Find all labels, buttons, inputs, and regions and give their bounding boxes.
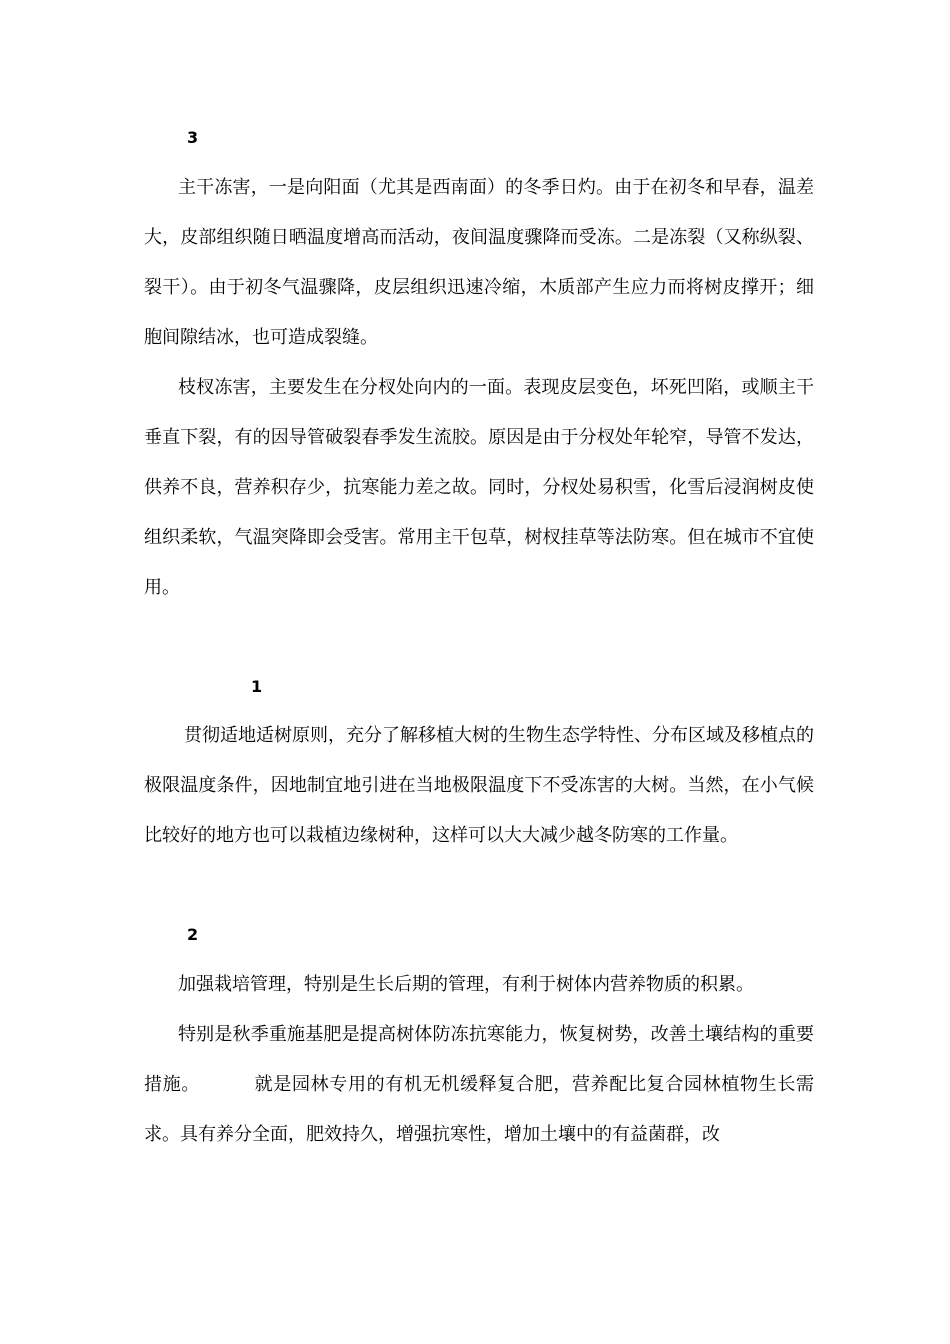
paragraph-cultivation-management: 加强栽培管理，特别是生长后期的管理，有利于树体内营养物质的积累。 [178,974,754,995]
paragraph-suitable-species: 贯彻适地适树原则，充分了解移植大树的生物生态学特性、分布区域及移植点的极限温度条件，因地制宜地引进在当地极限温度下不受冻害的大树。当然，在小气候比较好的地方也可以栽植边缘树种，这样可以大大减少越冬防寒的工作量。 [144,725,814,846]
section-number: 2 [187,925,199,944]
paragraph-base-fertilizer [144,1010,814,1160]
fertilizer-description-text: 就是园林专用的有机无机缓释复合肥，营养配比复合园林植物生长需求。具有养分全面，肥效持久，增强抗寒性，增加土壤中的有益菌群，改 [144,1074,814,1145]
base-fertilizer-text: 特别是秋季重施基肥是提高树体防冻抗寒能力，恢复树势，改善土壤结构的重要措施。 [144,1024,814,1095]
paragraph-trunk-frost-damage: 主干冻害，一是向阳面（尤其是西南面）的冬季日灼。由于在初冬和早春，温差大，皮部组织随日晒温度增高而活动，夜间温度骤降而受冻。二是冻裂（又称纵裂、裂干）。由于初冬气温骤降，皮层组织迅速冷缩，木质部产生应力而将树皮撑开；细胞间隙结冰，也可造成裂缝。 [144,177,814,348]
paragraph-branch-frost-damage: 枝杈冻害，主要发生在分杈处向内的一面。表现皮层变色，坏死凹陷，或顺主干垂直下裂，有的因导管破裂春季发生流胶。原因是由于分杈处年轮窄，导管不发达，供养不良，营养积存少，抗寒能力差之故。同时，分杈处易积雪，化雪后浸润树皮使组织柔软，气温突降即会受害。常用主干包草，树杈挂草等法防寒。但在城市不宜使用。 [144,377,814,598]
section-number: 3 [187,128,199,147]
section-number: 1 [251,677,263,696]
